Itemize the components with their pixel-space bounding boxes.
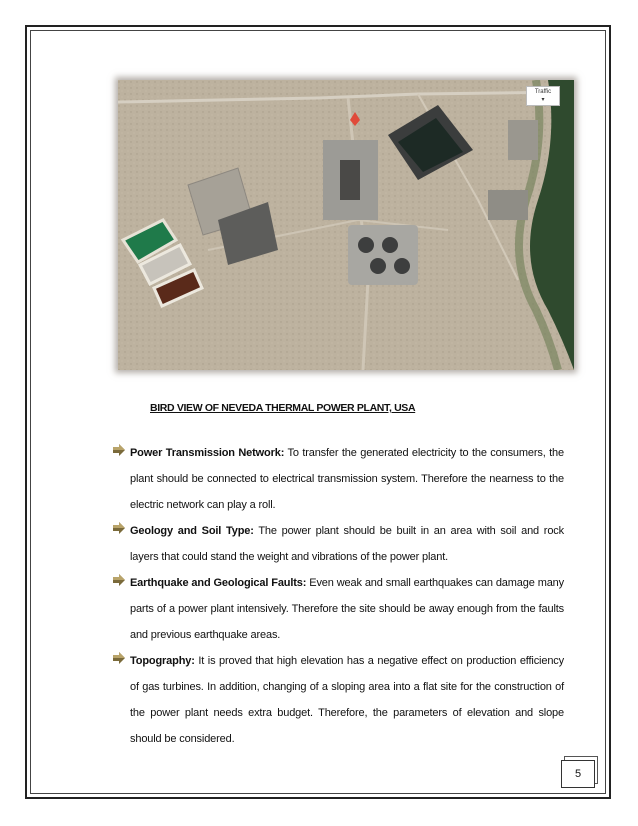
aerial-map-image <box>118 80 574 370</box>
bullet-text: The power plant should be built in an area with soil and rock layers that could stand the weight and vibrations of the power plant. <box>130 525 564 563</box>
traffic-label: Traffic <box>534 89 552 95</box>
bullet-arrow-icon <box>112 652 125 664</box>
bullet-text: Even weak and small earthquakes can damage many parts of a power plant intensively. Therefore the site should be away enough from the faults and previous earthquake areas. <box>130 577 564 641</box>
page-number-box <box>561 760 595 788</box>
bullet-arrow-icon <box>112 522 125 534</box>
bullet-list <box>110 440 564 752</box>
bullet-term: Geology and Soil Type: <box>130 525 254 537</box>
traffic-control[interactable]: Traffic ▾ <box>526 86 560 106</box>
bullet-text: To transfer the generated electricity to the consumers, the plant should be connected to electrical transmission system. Therefore the nearness to the electric network can play a roll. <box>130 447 564 511</box>
bullet-arrow-icon <box>112 574 125 586</box>
page-number: 5 <box>561 760 595 788</box>
bullet-term: Topography: <box>130 655 195 667</box>
bullet-item <box>110 518 564 570</box>
bullet-arrow-icon <box>112 444 125 456</box>
bullet-item <box>110 570 564 648</box>
bullet-item <box>110 440 564 518</box>
bullet-term: Power Transmission Network: <box>130 447 285 459</box>
image-caption: BIRD VIEW OF NEVEDA THERMAL POWER PLANT, USA <box>150 402 416 414</box>
bullet-term: Earthquake and Geological Faults: <box>130 577 307 589</box>
bullet-text: It is proved that high elevation has a negative effect on production efficiency of gas turbines. In addition, changing of a sloping area into a flat site for the construction of the power plant needs extra budget. Therefore, the parameters of elevation and slope should be considered. <box>130 655 564 745</box>
bullet-item <box>110 648 564 752</box>
